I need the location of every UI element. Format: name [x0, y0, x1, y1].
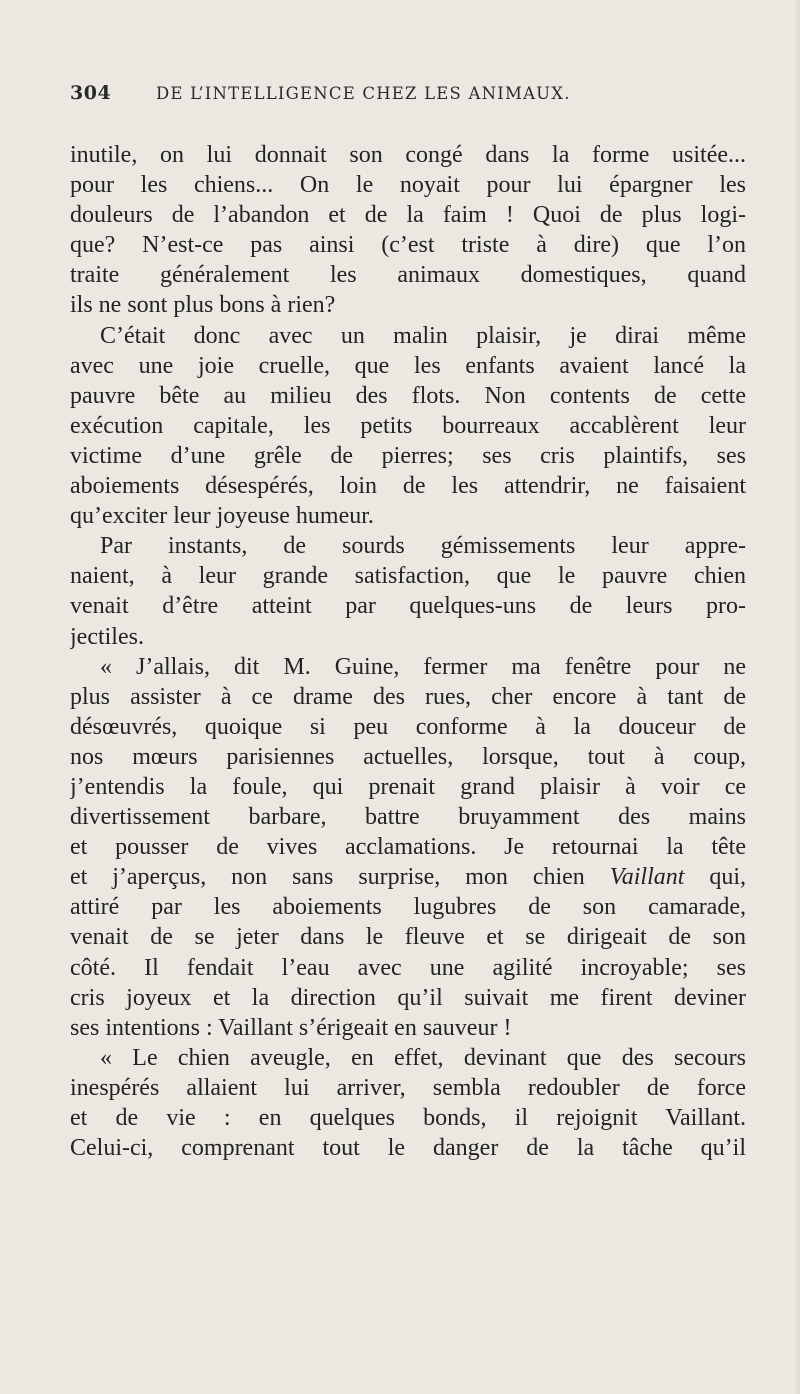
text-line: divertissement barbare, battre bruyamment des mains [70, 804, 746, 831]
text-line: pauvre bête au milieu des flots. Non contents de cette [70, 382, 746, 409]
text-line: et de vie : en quelques bonds, il rejoignit Vaillant. [70, 1105, 746, 1131]
text-line: nos mœurs parisiennes actuelles, lorsque, tout à coup, [70, 743, 746, 770]
text-line-with-italic [70, 862, 746, 892]
running-title: DE L’INTELLIGENCE CHEZ LES ANIMAUX. [156, 84, 571, 103]
text-line: cris joyeux et la direction qu’il suivait me firent deviner [70, 984, 746, 1011]
text-line: désœuvrés, quoique si peu conforme à la douceur de [70, 713, 746, 740]
text-line: C’était donc avec un malin plaisir, je dirai même [100, 322, 746, 349]
text-line: victime d’une grêle de pierres; ses cris plaintifs, ses [70, 442, 746, 469]
text-fragment: et j’aperçus, non sans surprise, mon chien [70, 864, 585, 891]
text-line: aboiements désespérés, loin de les attendrir, ne faisaient [70, 473, 746, 500]
body-text [70, 140, 746, 1163]
text-line: avec une joie cruelle, que les enfants avaient lancé la [70, 352, 746, 379]
text-line: plus assister à ce drame des rues, cher encore à tant de [70, 683, 746, 710]
text-line: Par instants, de sourds gémissements leur appre- [100, 533, 746, 560]
text-line: douleurs de l’abandon et de la faim ! Quoi de plus logi- [70, 202, 746, 229]
text-line: naient, à leur grande satisfaction, que le pauvre chien [70, 563, 746, 590]
text-line: traite généralement les animaux domestiques, quand [70, 262, 746, 289]
text-line: que? N’est-ce pas ainsi (c’est triste à dire) que l’on [70, 232, 746, 259]
text-line: exécution capitale, les petits bourreaux accablèrent leur [70, 412, 746, 439]
page-number: 304 [70, 82, 112, 104]
text-line: pour les chiens... On le noyait pour lui épargner les [70, 172, 746, 199]
text-fragment: qui, [709, 864, 746, 891]
text-line: venait d’être atteint par quelques-uns de leurs pro- [70, 593, 746, 620]
page-edge-shadow [794, 0, 800, 1394]
text-line: attiré par les aboiements lugubres de son camarade, [70, 894, 746, 921]
text-line: inespérés allaient lui arriver, sembla redoubler de force [70, 1074, 746, 1101]
text-line: ils ne sont plus bons à rien? [70, 292, 336, 319]
dog-name-italic: Vaillant [609, 864, 685, 891]
text-line: « J’allais, dit M. Guine, fermer ma fenêtre pour ne [100, 653, 746, 680]
text-line: Celui-ci, comprenant tout le danger de la tâche qu’il [70, 1135, 746, 1162]
text-line: ses intentions : Vaillant s’érigeait en sauveur ! [70, 1014, 512, 1041]
text-line: j’entendis la foule, qui prenait grand plaisir à voir ce [70, 773, 746, 800]
text-line: côté. Il fendait l’eau avec une agilité incroyable; ses [70, 954, 746, 981]
text-line: jectiles. [70, 623, 144, 650]
text-line: qu’exciter leur joyeuse humeur. [70, 503, 374, 530]
text-line: venait de se jeter dans le fleuve et se dirigeait de son [70, 924, 746, 951]
page-header [70, 82, 710, 118]
text-line: « Le chien aveugle, en effet, devinant que des secours [100, 1044, 746, 1071]
text-line: inutile, on lui donnait son congé dans la forme usitée... [70, 142, 746, 168]
text-line: et pousser de vives acclamations. Je retournai la tête [70, 834, 746, 861]
